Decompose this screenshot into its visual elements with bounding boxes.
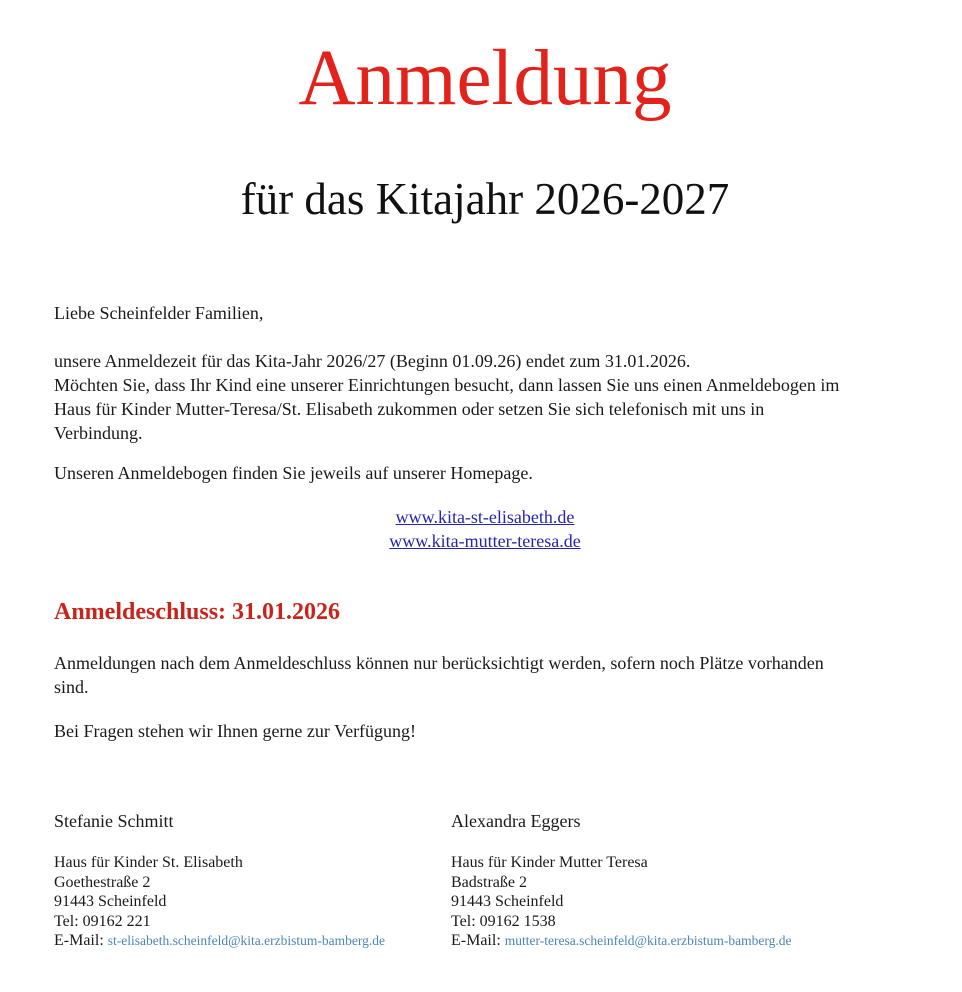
- homepage-note: Unseren Anmeldebogen finden Sie jeweils auf unserer Homepage.: [54, 463, 533, 483]
- intro-line-3: Haus für Kinder Mutter-Teresa/St. Elisabeth zukommen oder setzen Sie sich telefonisch mit uns in: [54, 399, 765, 419]
- contact-email-line: [451, 931, 916, 951]
- email-link-st-elisabeth[interactable]: st-elisabeth.scheinfeld@kita.erzbistum-bamberg.de: [107, 933, 385, 948]
- link-kita-mutter-teresa[interactable]: www.kita-mutter-teresa.de: [389, 531, 581, 551]
- contact-name: Alexandra Eggers: [451, 811, 581, 831]
- contact-address-block: [451, 853, 916, 951]
- website-links: [54, 505, 916, 553]
- intro-line-1: unsere Anmeldezeit für das Kita-Jahr 2026/27 (Beginn 01.09.26) endet zum 31.01.2026.: [54, 351, 691, 371]
- registration-notice-page: [0, 30, 962, 992]
- contact-section: [54, 809, 916, 951]
- contact-street: Badstraße 2: [451, 873, 527, 891]
- intro-paragraph: [54, 349, 916, 445]
- contact-st-elisabeth: [54, 809, 451, 951]
- contact-city: 91443 Scheinfeld: [54, 893, 167, 910]
- email-label: E-Mail:: [54, 932, 104, 949]
- link-kita-st-elisabeth[interactable]: www.kita-st-elisabeth.de: [395, 507, 575, 527]
- late-note-line-1: Anmeldungen nach dem Anmeldeschluss können nur berücksichtigt werden, sofern noch Plätze vorhanden: [54, 653, 824, 673]
- contact-phone: Tel: 09162 221: [54, 912, 151, 930]
- page-subtitle: für das Kitajahr 2026-2027: [240, 173, 730, 224]
- deadline-heading: Anmeldeschluss: 31.01.2026: [54, 599, 341, 625]
- contact-street: Goethestraße 2: [54, 873, 151, 891]
- contact-org: Haus für Kinder St. Elisabeth: [54, 854, 243, 871]
- intro-line-2: Möchten Sie, dass Ihr Kind eine unserer Einrichtungen besucht, dann lassen Sie uns einen Anmeldebogen im: [54, 375, 840, 395]
- late-registration-note: [54, 651, 916, 699]
- intro-line-4: Verbindung.: [54, 423, 143, 443]
- contact-mutter-teresa: [451, 809, 916, 951]
- salutation: Liebe Scheinfelder Familien,: [54, 303, 264, 323]
- contact-org: Haus für Kinder Mutter Teresa: [451, 854, 648, 871]
- contact-address-block: [54, 853, 451, 951]
- email-label: E-Mail:: [451, 932, 501, 949]
- contact-phone: Tel: 09162 1538: [451, 912, 556, 930]
- contact-city: 91443 Scheinfeld: [451, 893, 564, 910]
- contact-email-line: [54, 931, 451, 951]
- late-note-line-2: sind.: [54, 677, 89, 697]
- email-link-mutter-teresa[interactable]: mutter-teresa.scheinfeld@kita.erzbistum-bamberg.de: [504, 933, 792, 948]
- contact-name: Stefanie Schmitt: [54, 811, 174, 831]
- questions-note: Bei Fragen stehen wir Ihnen gerne zur Verfügung!: [54, 721, 417, 741]
- page-title: Anmeldung: [298, 35, 672, 122]
